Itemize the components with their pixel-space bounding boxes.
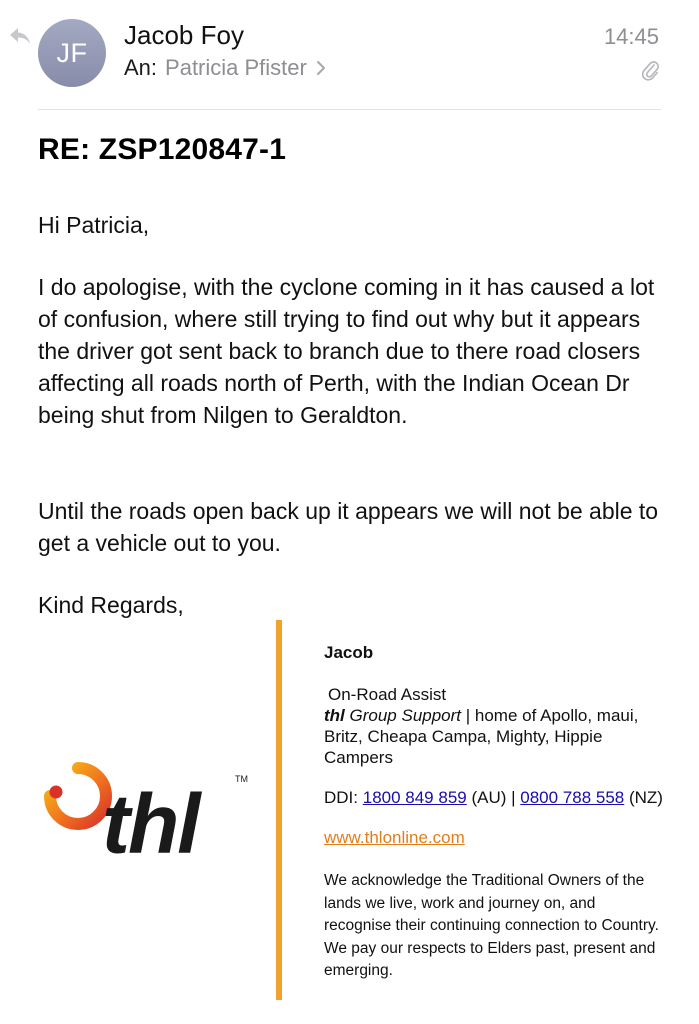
paperclip-icon[interactable] — [641, 59, 659, 81]
sender-name[interactable]: Jacob Foy — [124, 20, 244, 50]
phone-nz-link[interactable]: 0800 788 558 — [520, 788, 625, 807]
signature-role: On-Road Assist — [328, 685, 447, 704]
group-brand: thl Group Support — [324, 706, 462, 725]
recipient-name[interactable]: Patricia Pfister — [165, 55, 307, 80]
recipient-line[interactable] — [124, 55, 326, 81]
greeting: Hi Patricia, — [38, 212, 150, 238]
chevron-right-icon[interactable] — [316, 60, 326, 76]
logo-wordmark: thl — [102, 777, 199, 868]
to-label: An: — [124, 55, 158, 80]
closing: Kind Regards, — [38, 592, 184, 618]
acknowledgement-text: We acknowledge the Traditional Owners of the lands we live, work and journey on, and recognise their continuing connection to Country. We pay our respects to Elders past, present and emerging. — [324, 872, 659, 979]
ddi-label: DDI: — [324, 788, 363, 807]
logo-trademark: TM — [235, 774, 248, 784]
body-paragraph-2: Until the roads open back up it appears we will not be able to get a vehicle out to you. — [38, 498, 659, 556]
header-divider — [38, 109, 661, 110]
message-time: 14:45 — [603, 24, 659, 49]
reply-icon[interactable] — [8, 26, 32, 46]
sender-avatar[interactable]: JF — [38, 19, 106, 87]
thl-logo — [40, 758, 265, 868]
signature-accent-bar — [276, 620, 282, 1000]
website-link[interactable]: www.thlonline.com — [324, 828, 465, 847]
email-subject: RE: ZSP120847-1 — [38, 133, 287, 166]
phone-au-link[interactable]: 1800 849 859 — [362, 788, 467, 807]
signature-group: thl Group Support | home of Apollo, maui, Britz, Cheapa Campa, Mighty, Hippie Campers — [324, 706, 639, 767]
signature-phones: DDI: 1800 849 859 (AU) | 0800 788 558 (NZ) — [324, 788, 663, 807]
signature-name: Jacob — [324, 643, 374, 662]
body-paragraph-1: I do apologise, with the cyclone coming in it has caused a lot of confusion, where still trying to find out why but it appears the driver got sent back to branch due to there road closers affecting all roads north of Perth, with the Indian Ocean Dr being shut from Nilgen to Geraldton. — [38, 274, 655, 428]
